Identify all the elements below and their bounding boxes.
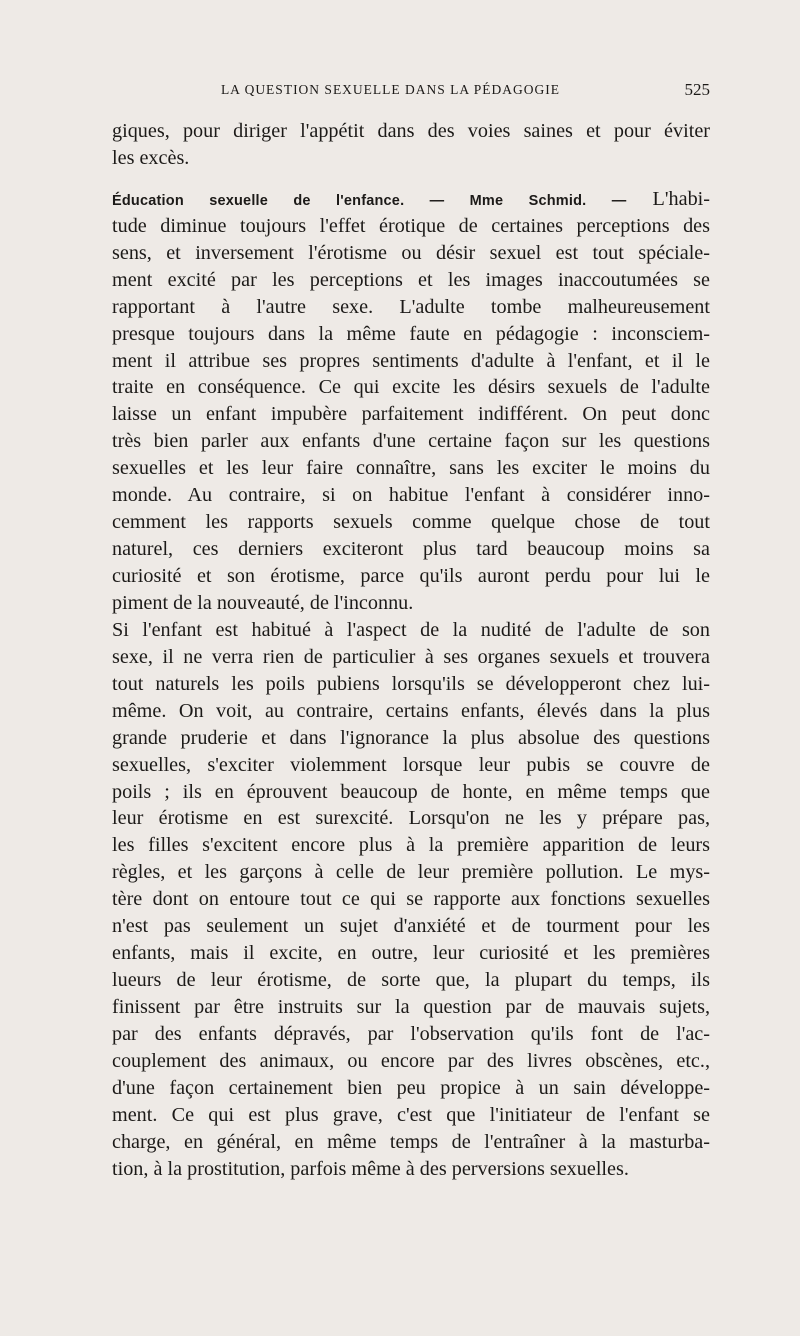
text-line: tout naturels les poils pubiens lorsqu'ils se développeront chez lui- <box>112 672 710 695</box>
text-line: piment de la nouveauté, de l'inconnu. <box>112 591 414 614</box>
paragraph-gap <box>112 172 710 186</box>
page-number: 525 <box>684 80 710 99</box>
section-heading: Éducation sexuelle de l'enfance. — Mme Schmid. — <box>112 192 627 209</box>
text-line: traite en conséquence. Ce qui excite les désirs sexuels de l'adulte <box>112 376 710 399</box>
text-line: règles, et les garçons à celle de leur première pollution. Le mys- <box>112 861 710 884</box>
text-line: grande pruderie et dans l'ignorance la plus absolue des questions <box>112 726 710 749</box>
text-line: cemment les rapports sexuels comme quelque chose de tout <box>112 511 710 534</box>
text-line: les excès. <box>112 146 190 169</box>
text-line: ment. Ce qui est plus grave, c'est que l'initiateur de l'enfant se <box>112 1103 710 1126</box>
text-line: sexuelles et les leur faire connaître, sans les exciter le moins du <box>112 457 710 480</box>
running-title: LA QUESTION SEXUELLE DANS LA PÉDAGOGIE <box>220 82 561 97</box>
text-line: même. On voit, au contraire, certains enfants, élevés dans la plus <box>112 699 710 722</box>
text-line: giques, pour diriger l'appétit dans des voies saines et pour éviter <box>112 120 710 142</box>
text-line: sens, et inversement l'érotisme ou désir sexuel est tout spéciale- <box>112 241 710 264</box>
text-line: poils ; ils en éprouvent beaucoup de honte, en même temps que <box>112 780 710 803</box>
text-line: monde. Au contraire, si on habitue l'enfant à considérer inno- <box>112 484 710 507</box>
text-line: rapportant à l'autre sexe. L'adulte tombe malheureusement <box>112 295 710 318</box>
text-line: par des enfants dépravés, par l'observation qu'ils font de l'ac- <box>112 1022 710 1045</box>
section-heading-tail: L'habi- <box>652 187 710 210</box>
text-line: charge, en général, en même temps de l'entraîner à la masturba- <box>112 1130 710 1153</box>
body-text <box>112 118 710 1183</box>
text-line: tère dont on entoure tout ce qui se rapporte aux fonctions sexuelles <box>112 888 710 911</box>
running-head <box>118 80 710 104</box>
text-line: laisse un enfant impubère parfaitement indifférent. On peut donc <box>112 403 710 426</box>
text-line: sexuelles, s'exciter violemment lorsque leur pubis se couvre de <box>112 753 710 776</box>
text-line: couplement des animaux, ou encore par des livres obscènes, etc., <box>112 1049 710 1072</box>
text-line: presque toujours dans la même faute en pédagogie : inconsciem- <box>112 322 710 345</box>
text-line: ment il attribue ses propres sentiments d'adulte à l'enfant, et il le <box>112 349 710 372</box>
text-line: tion, à la prostitution, parfois même à des perversions sexuelles. <box>112 1157 629 1180</box>
text-line: lueurs de leur érotisme, de sorte que, la plupart du temps, ils <box>112 969 710 992</box>
section-heading-line <box>112 186 710 213</box>
text-line: curiosité et son érotisme, parce qu'ils auront perdu pour lui le <box>112 565 710 587</box>
text-line: sexe, il ne verra rien de particulier à ses organes sexuels et trouvera <box>112 645 710 668</box>
text-line: tude diminue toujours l'effet érotique de certaines perceptions des <box>112 214 710 237</box>
text-line: finissent par être instruits sur la question par de mauvais sujets, <box>112 996 710 1018</box>
text-line: enfants, mais il excite, en outre, leur curiosité et les premières <box>112 942 710 965</box>
text-line: les filles s'excitent encore plus à la première apparition de leurs <box>112 834 710 857</box>
text-line: leur érotisme en est surexcité. Lorsqu'on ne les y prépare pas, <box>112 807 710 830</box>
paragraph-body <box>112 213 710 1183</box>
text-line: ment excité par les perceptions et les images inaccoutumées se <box>112 268 710 291</box>
text-line: n'est pas seulement un sujet d'anxiété et de tourment pour les <box>112 915 710 938</box>
text-line: naturel, ces derniers exciteront plus tard beaucoup moins sa <box>112 538 710 561</box>
text-line: Si l'enfant est habitué à l'aspect de la nudité de l'adulte de son <box>112 618 710 641</box>
text-line: très bien parler aux enfants d'une certaine façon sur les questions <box>112 430 710 453</box>
text-line: d'une façon certainement bien peu propice à un sain développe- <box>112 1076 710 1099</box>
